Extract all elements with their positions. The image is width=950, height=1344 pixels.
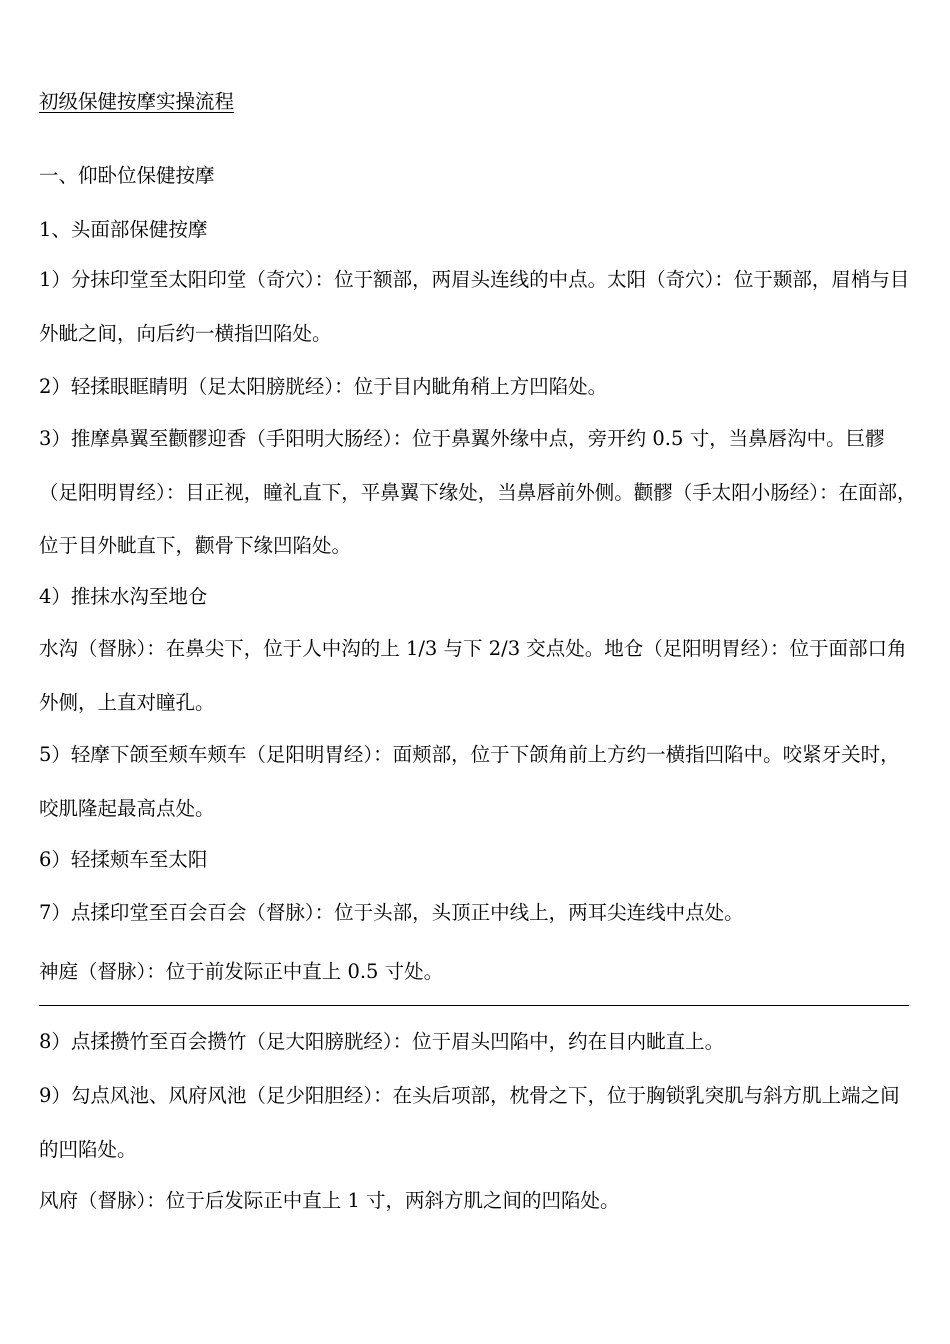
paragraph-6: 5）轻摩下颌至颊车颊车（足阳明胃经）：面颊部，位于下颌角前上方约一横指凹陷中。咬紧牙关时，咬肌隆起最高点处。 (39, 743, 900, 820)
paragraph-5: 水沟（督脉）：在鼻尖下，位于人中沟的上 1/3 与下 2/3 交点处。地仓（足阳明胃经）：位于面部口角外侧，上直对瞳孔。 (39, 637, 907, 714)
document-title: 初级保健按摩实操流程 (39, 90, 235, 113)
paragraph-11: 9）勾点风池、风府风池（足少阳胆经）：在头后项部，枕骨之下，位于胸锁乳突肌与斜方肌上端之间的凹陷处。 (39, 1084, 900, 1161)
paragraph-4: 4）推抹水沟至地仓 (39, 585, 208, 608)
horizontal-divider (39, 1005, 909, 1006)
paragraph-3: 3）推摩鼻翼至颧髎迎香（手阳明大肠经）：位于鼻翼外缘中点，旁开约 0.5 寸，当鼻唇沟中。巨髎（足阳明胃经）：目正视，瞳礼直下，平鼻翼下缘处，当鼻唇前外侧。颧髎（手太阳小肠经）：在面部，位于目外眦直下，颧骨下缘凹陷处。 (39, 427, 917, 557)
paragraph-2: 2）轻揉眼眶睛明（足太阳膀胱经）：位于目内眦角稍上方凹陷处。 (39, 375, 608, 398)
paragraph-9: 神庭（督脉）：位于前发际正中直上 0.5 寸处。 (39, 960, 444, 983)
paragraph-10: 8）点揉攒竹至百会攒竹（足大阳膀胱经）：位于眉头凹陷中，约在目内眦直上。 (39, 1030, 725, 1053)
paragraph-1: 1）分抹印堂至太阳印堂（奇穴）：位于额部，两眉头连线的中点。太阳（奇穴）：位于颞部，眉梢与目外眦之间，向后约一横指凹陷处。 (39, 268, 910, 345)
paragraph-12: 风府（督脉）：位于后发际正中直上 1 寸，两斜方肌之间的凹陷处。 (39, 1189, 620, 1212)
paragraph-8: 7）点揉印堂至百会百会（督脉）：位于头部，头顶正中线上，两耳尖连线中点处。 (39, 901, 744, 924)
paragraph-7: 6）轻揉颊车至太阳 (39, 848, 208, 871)
section-heading: 一、仰卧位保健按摩 (39, 164, 215, 187)
subsection-heading: 1、头面部保健按摩 (39, 218, 208, 241)
